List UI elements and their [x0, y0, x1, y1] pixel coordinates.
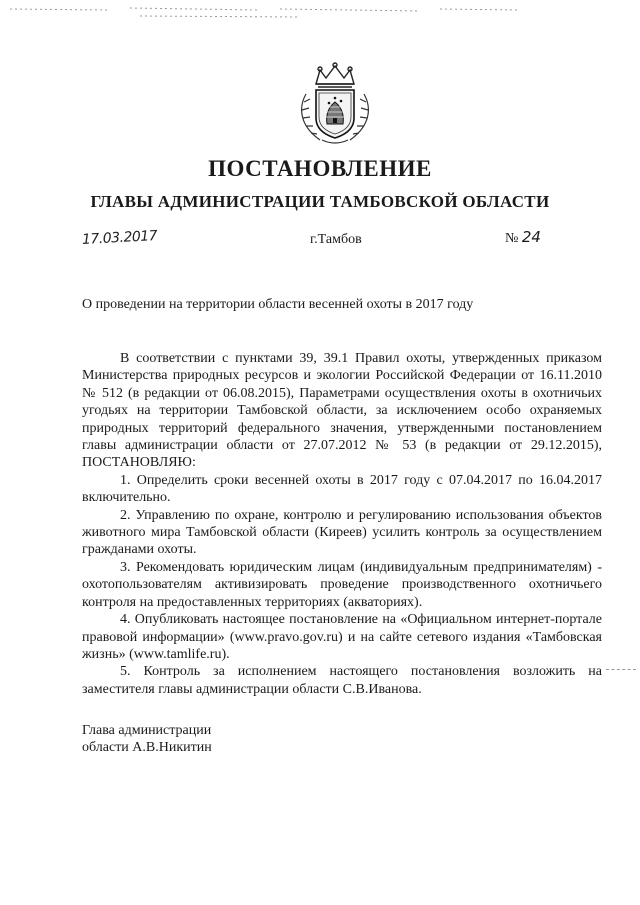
handwritten-number: 24: [521, 228, 541, 246]
clause-paragraph: 1. Определить сроки весенней охоты в 2017 году с 07.04.2017 по 16.04.2017 включительно.: [82, 472, 602, 506]
document-title: ПОСТАНОВЛЕНИЕ: [208, 156, 432, 181]
tambov-coat-of-arms-icon: [292, 62, 378, 146]
clause-paragraph: 4. Опубликовать настоящее постановление на «Официальном интернет-портале правовой информации» (www.pravo.gov.ru) и на сайте сетевого издания «Тамбовская жизнь» (www.tamlife.ru).: [82, 612, 602, 662]
number-prefix: №: [505, 231, 519, 246]
scan-margin-mark: [606, 669, 636, 671]
document-number: [505, 228, 541, 247]
signatory-name: области А.В.Никитин: [82, 740, 212, 755]
preamble-paragraph: В соответствии с пунктами 39, 39.1 Правил охоты, утвержденных приказом Министерства природных ресурсов и экологии Российской Федерации от 16.11.2010 № 512 (в редакции от 06.08.2015), Параметрами осуществления охоты в охотничьих угодьях на территории Тамбовской области, за исключением особо охраняемых природных территорий федерального значения, утвержденными постановлением главы администрации области от 27.07.2012 № 53 (в редакции от 29.12.2015), ПОСТАНОВЛЯЮ:: [82, 351, 602, 471]
clause-paragraph: 5. Контроль за исполнением настоящего постановления возложить на заместителя главы администрации области С.В.Иванова.: [82, 664, 602, 697]
signatory-position: Глава администрации: [82, 723, 212, 738]
scan-header-noise: [0, 0, 640, 40]
document-subject: О проведении на территории области весенней охоты в 2017 году: [82, 297, 474, 312]
issuing-authority: ГЛАВЫ АДМИНИСТРАЦИИ ТАМБОВСКОЙ ОБЛАСТИ: [90, 192, 550, 211]
city-label: г.Тамбов: [310, 232, 362, 247]
document-body: [82, 350, 602, 698]
clause-paragraph: 2. Управлению по охране, контролю и регулированию использования объектов животного мира Тамбовской области (Киреев) усилить контроль за осуществлением гражданами охоты.: [82, 507, 602, 558]
clause-paragraph: 3. Рекомендовать юридическим лицам (индивидуальным предпринимателям) - охотопользователям активизировать проведение производственного охотничьего контроля на предоставленных территориях (акваториях).: [82, 559, 602, 610]
handwritten-date: 17.03.2017: [81, 228, 158, 248]
signature-block: [82, 722, 212, 756]
